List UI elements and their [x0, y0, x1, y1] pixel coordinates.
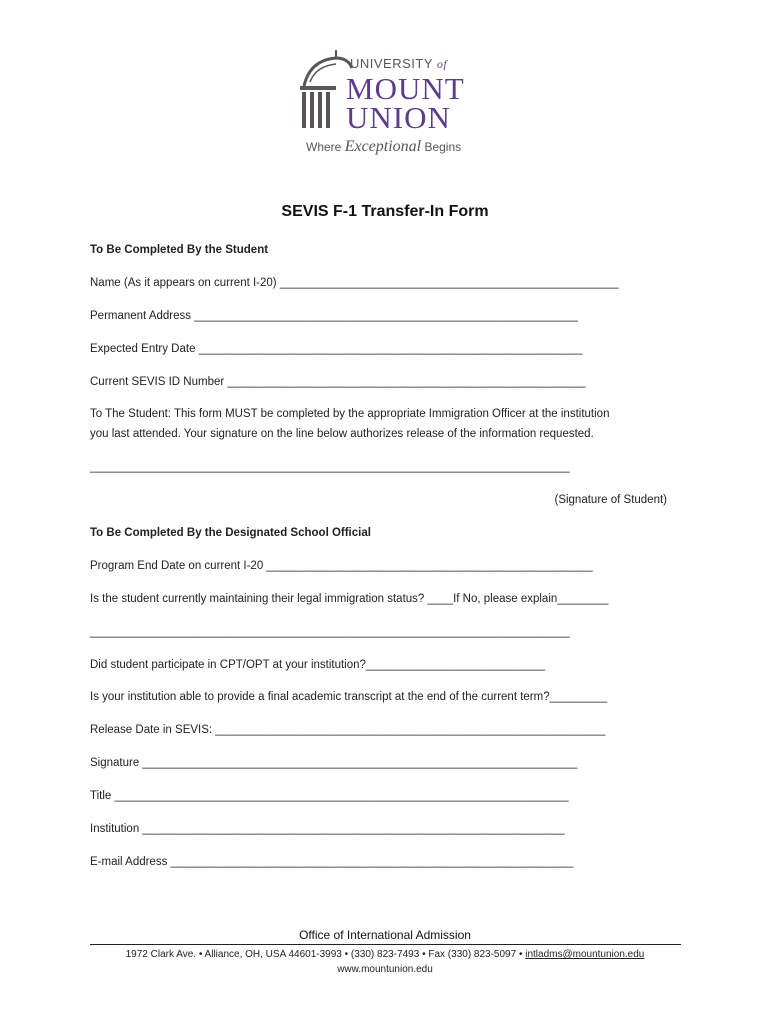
logo-tagline: Where Exceptional Begins: [306, 138, 462, 155]
student-signature-caption: (Signature of Student): [554, 494, 667, 506]
expected-entry-date-field[interactable]: Expected Entry Date ____________________________________________________________: [90, 343, 583, 355]
student-instruction-line-2: you last attended. Your signature on the line below authorizes release of the information requested.: [90, 428, 594, 440]
dso-section-heading: To Be Completed By the Designated School Official: [90, 527, 371, 539]
explanation-line[interactable]: ___________________________________________________________________________: [90, 626, 570, 638]
name-field[interactable]: Name (As it appears on current I-20) _____________________________________________________: [90, 277, 619, 289]
immigration-status-field[interactable]: Is the student currently maintaining their legal immigration status? ____If No, please explain________: [90, 593, 609, 605]
footer-address: 1972 Clark Ave. • Alliance, OH, USA 44601-3993 • (330) 823-7493 • Fax (330) 823-5097 • intladms@mountunion.edu: [125, 949, 645, 960]
sevis-id-field[interactable]: Current SEVIS ID Number ________________________________________________________: [90, 376, 586, 388]
permanent-address-field[interactable]: Permanent Address ____________________________________________________________: [90, 310, 578, 322]
form-title: SEVIS F-1 Transfer-In Form: [281, 203, 489, 220]
logo-union-text: UNION: [346, 100, 451, 135]
footer-office: Office of International Admission: [299, 928, 471, 942]
release-date-field[interactable]: Release Date in SEVIS: _____________________________________________________________: [90, 724, 606, 736]
institution-field[interactable]: Institution __________________________________________________________________: [90, 823, 565, 835]
logo-university-text: UNIVERSITY of: [350, 56, 448, 71]
title-field[interactable]: Title _______________________________________________________________________: [90, 790, 569, 802]
student-signature-line[interactable]: ___________________________________________________________________________: [90, 461, 570, 473]
logo-mount-text: MOUNT: [346, 71, 465, 106]
dso-signature-field[interactable]: Signature ____________________________________________________________________: [90, 757, 578, 769]
footer-email-link[interactable]: intladms@mountunion.edu: [525, 949, 645, 960]
email-address-field[interactable]: E-mail Address _______________________________________________________________: [90, 856, 574, 868]
program-end-date-field[interactable]: Program End Date on current I-20 ___________________________________________________: [90, 560, 593, 572]
footer-divider: [90, 944, 681, 945]
university-logo: [296, 46, 476, 164]
footer-website[interactable]: www.mountunion.edu: [337, 964, 433, 975]
student-instruction-line-1: To The Student: This form MUST be completed by the appropriate Immigration Officer at the institution: [90, 408, 610, 420]
transcript-field[interactable]: Is your institution able to provide a final academic transcript at the end of the current term?_________: [90, 691, 608, 703]
cpt-opt-field[interactable]: Did student participate in CPT/OPT at your institution?____________________________: [90, 659, 546, 671]
student-section-heading: To Be Completed By the Student: [90, 244, 269, 256]
